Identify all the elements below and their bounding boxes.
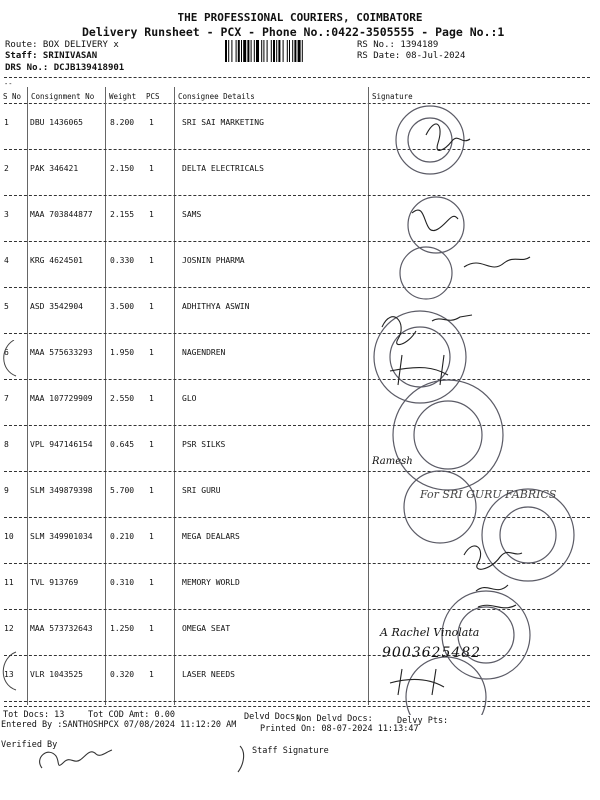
row-weight: 0.645 [110,440,135,449]
row-consignee: NAGENDREN [182,348,226,357]
row-sno: 10 [4,532,14,541]
row-sno: 5 [4,302,9,311]
row-consignment: MAA 107729909 [30,394,93,403]
signature-2 [412,210,458,231]
row-consignment: MAA 703844877 [30,210,93,219]
stamp-josnin [374,311,466,403]
row-consignee: MEMORY WORLD [182,578,240,587]
row-consignment: MAA 575633293 [30,348,93,357]
printed-on: Printed On: 08-07-2024 11:13:47 [260,724,419,734]
row-weight: 2.155 [110,210,135,219]
row-consignee: OMEGA SEAT [182,624,231,633]
row-sno: 4 [4,256,9,265]
row-weight: 5.700 [110,486,135,495]
verified-signature [40,750,112,768]
row-pcs: 1 [149,578,154,587]
dashes-marker: -- [4,80,13,88]
signature-7 [476,585,508,591]
row-sno: 1 [4,118,9,127]
col-weight: Weight [109,92,137,101]
row-sno: 11 [4,578,14,587]
handwritten-rachel: A Rachel Vinolata [380,626,480,639]
row-weight: 2.550 [110,394,135,403]
row-pcs: 1 [149,118,154,127]
col-consignee: Consignee Details [178,92,255,101]
row-consignee: JOSNIN PHARMA [182,256,245,265]
row-consignee: SRI SAI MARKETING [182,118,264,127]
row-weight: 1.950 [110,348,135,357]
stamp-glo [404,471,476,543]
header-divider [4,77,590,78]
row-pcs: 1 [149,302,154,311]
runsheet-subtitle: Delivery Runsheet - PCX - Phone No.:0422-3505555 - Page No.:1 [82,25,505,39]
col-divider [105,87,106,705]
row-consignee: SAMS [182,210,202,219]
handwritten-ramesh: Ramesh [372,456,413,467]
row-consignment: ASD 3542904 [30,302,83,311]
row-consignment: VLR 1043525 [30,670,83,679]
signature-4 [464,257,530,267]
row-pcs: 1 [149,624,154,633]
row-weight: 8.200 [110,118,135,127]
col-sno: S No [3,92,22,101]
row-sno: 9 [4,486,9,495]
stamp-adhithya [393,380,503,490]
row-pcs: 1 [149,348,154,357]
row-consignee: PSR SILKS [182,440,226,449]
tot-docs: Tot Docs: 13 [3,710,65,720]
drs-number: DRS No.: DCJB139418901 [5,63,125,73]
footer-signatures [30,740,290,780]
circle-row-6 [4,340,16,376]
handwritten-phone: 9003625482 [382,645,482,661]
row-consignment: KRG 4624501 [30,256,83,265]
row-consignment: DBU 1436065 [30,118,83,127]
tot-cod-amt: Tot COD Amt: 0.00 [88,710,175,720]
row-consignee: GLO [182,394,197,403]
row-weight: 1.250 [110,624,135,633]
row-weight: 0.320 [110,670,135,679]
signature-5 [382,317,416,345]
row-consignment: TVL 913769 [30,578,79,587]
row-weight: 3.500 [110,302,135,311]
circle-marks [0,340,30,720]
row-weight: 0.310 [110,578,135,587]
verified-by: Verified By [1,740,58,750]
staff-signature-mark [238,746,244,772]
row-sno: 7 [4,394,9,403]
row-consignment: VPL 947146154 [30,440,93,449]
col-pcs: PCS [146,92,160,101]
stamp-sri-sai [396,106,464,174]
row-weight: 0.210 [110,532,135,541]
row-pcs: 1 [149,486,154,495]
footer-divider [4,706,590,707]
row-sno: 3 [4,210,9,219]
sri-guru-stamp: For SRI GURU FABRICS [420,488,557,501]
delvd-docs: Delvd Docs: [244,712,301,722]
row-pcs: 1 [149,440,154,449]
row-sno: 8 [4,440,9,449]
row-sno: 13 [4,670,14,679]
row-consignee: MEGA DEALARS [182,532,240,541]
circle-row-13 [3,652,16,690]
row-consignment: MAA 573732643 [30,624,93,633]
row-pcs: 1 [149,532,154,541]
row-consignee: SRI GURU [182,486,221,495]
row-sno: 12 [4,624,14,633]
signature-3 [432,315,472,321]
staff-signature-label: Staff Signature [252,746,329,756]
row-pcs: 1 [149,256,154,265]
col-consignment: Consignment No [31,92,95,101]
row-pcs: 1 [149,394,154,403]
rs-date: RS Date: 08-Jul-2024 [357,51,466,61]
row-consignment: SLM 349901034 [30,532,93,541]
company-title: THE PROFESSIONAL COURIERS, COIMBATORE [177,11,423,24]
non-delvd-docs: Non Delvd Docs: [296,714,373,724]
row-pcs: 1 [149,164,154,173]
barcode [225,40,350,62]
stamp-sams [400,247,452,299]
route-label: Route: BOX DELIVERY x [5,40,119,50]
row-consignee: LASER NEEDS [182,670,235,679]
row-consignee: ADHITHYA ASWIN [182,302,250,311]
row-sno: 6 [4,348,9,357]
row-consignment: PAK 346421 [30,164,79,173]
signature-area [368,95,600,715]
stamp-delta [408,197,464,253]
row-consignee: DELTA ELECTRICALS [182,164,264,173]
row-weight: 0.330 [110,256,135,265]
entered-by: Entered By :SANTHOSHPCX 07/08/2024 11:12:20 AM [1,720,237,730]
rs-number: RS No.: 1394189 [357,40,439,50]
col-divider [174,87,175,705]
delvy-pts: Delvy Pts: [397,716,449,726]
row-weight: 2.150 [110,164,135,173]
row-pcs: 1 [149,210,154,219]
row-pcs: 1 [149,670,154,679]
stamp-psr [482,489,574,581]
row-consignment: SLM 349879398 [30,486,93,495]
col-signature: Signature [372,92,413,101]
row-sno: 2 [4,164,9,173]
staff-label: Staff: SRINIVASAN [5,51,98,61]
signature-hr-2 [390,669,444,695]
